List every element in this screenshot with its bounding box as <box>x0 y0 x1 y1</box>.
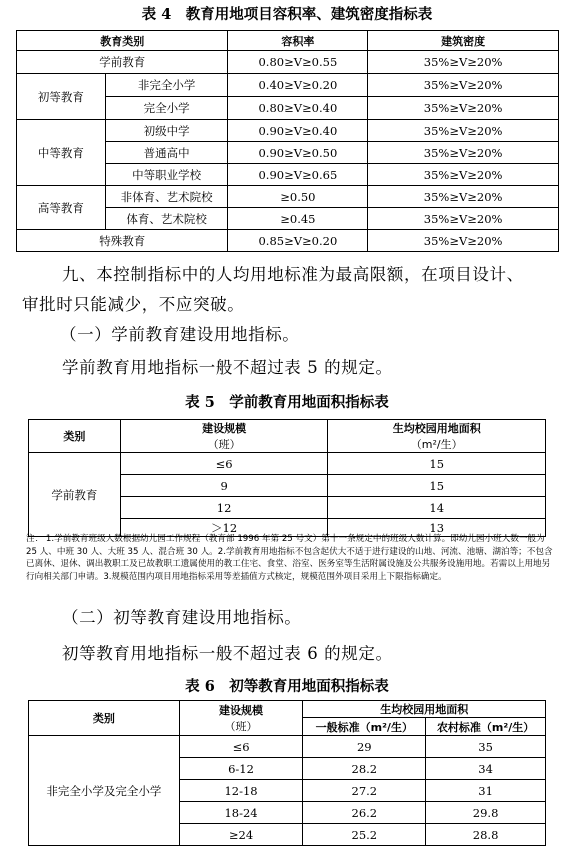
table6-caption: 表 6 初等教育用地面积指标表 <box>185 678 389 695</box>
table-cell: 28.2 <box>303 758 426 780</box>
table-cell: 初级中学 <box>105 120 228 142</box>
table-cell: 35%≥V≥20% <box>368 208 559 230</box>
table-cell: 35%≥V≥20% <box>368 186 559 208</box>
table-cell: 34 <box>426 758 546 780</box>
table-cell: 0.90≥V≥0.65 <box>228 164 368 186</box>
header-line: 建设规模 <box>202 422 247 435</box>
header-line: （m²/生） <box>410 438 463 451</box>
table-cell: ≥0.50 <box>228 186 368 208</box>
table-cell: 27.2 <box>303 780 426 802</box>
table6-header-row <box>29 701 546 718</box>
table-cell: 13 <box>328 519 546 537</box>
table-cell: 0.80≥V≥0.40 <box>228 97 368 120</box>
table-cell: 非完全小学 <box>105 74 228 97</box>
table5-caption: 表 5 学前教育用地面积指标表 <box>185 394 389 411</box>
table-cell: 15 <box>328 453 546 475</box>
table6-header-area: 生均校园用地面积 <box>303 701 546 718</box>
table-cell: 完全小学 <box>105 97 228 120</box>
table-cell: 0.90≥V≥0.50 <box>228 142 368 164</box>
table4-header-row <box>17 31 559 51</box>
paragraph-line: 学前教育用地指标一般不超过表 5 的规定。 <box>62 358 393 377</box>
table-cell: 6-12 <box>179 758 303 780</box>
table-cell: 9 <box>120 475 328 497</box>
table-cell: 0.80≥V≥0.55 <box>228 51 368 74</box>
table-cell: 中等职业学校 <box>105 164 228 186</box>
table6-header-rural: 农村标准（m²/生） <box>426 718 546 736</box>
table-cell: ≤6 <box>179 736 303 758</box>
table-cell: ≥24 <box>179 824 303 846</box>
table-cell: 35%≥V≥20% <box>368 164 559 186</box>
table-cell: 35%≥V≥20% <box>368 97 559 120</box>
table-cell: 35%≥V≥20% <box>368 120 559 142</box>
table6 <box>28 700 546 846</box>
table-cell: 25.2 <box>303 824 426 846</box>
table-row <box>17 230 559 252</box>
table-cell: 12 <box>120 497 328 519</box>
table-cell: 特殊教育 <box>17 230 228 252</box>
table-cell: 35%≥V≥20% <box>368 51 559 74</box>
table-cell: 初等教育 <box>17 74 106 120</box>
table-cell: 29.8 <box>426 802 546 824</box>
table-cell: 体育、艺术院校 <box>105 208 228 230</box>
table-row <box>17 51 559 74</box>
table5-header-area <box>328 420 546 453</box>
table-cell: 15 <box>328 475 546 497</box>
table-cell: 学前教育 <box>17 51 228 74</box>
table-cell: 35%≥V≥20% <box>368 230 559 252</box>
paragraph-line: 审批时只能减少，不应突破。 <box>22 295 245 314</box>
table-row <box>17 74 559 97</box>
table-cell: 12-18 <box>179 780 303 802</box>
table-cell: 14 <box>328 497 546 519</box>
paragraph-line: 初等教育用地指标一般不超过表 6 的规定。 <box>62 644 393 663</box>
table4-header-far: 容积率 <box>228 31 368 51</box>
header-line: 生均校园用地面积 <box>392 422 481 435</box>
table-row <box>29 736 546 758</box>
table6-header-scale <box>179 701 303 736</box>
table6-header-general: 一般标准（m²/生） <box>303 718 426 736</box>
table-cell: 0.85≥V≥0.20 <box>228 230 368 252</box>
table4-header-category: 教育类别 <box>17 31 228 51</box>
table4-caption: 表 4 教育用地项目容积率、建筑密度指标表 <box>141 6 433 23</box>
table-cell: ≥0.45 <box>228 208 368 230</box>
section-heading: （二）初等教育建设用地指标。 <box>62 608 302 627</box>
table-cell: 35%≥V≥20% <box>368 74 559 97</box>
table-cell: ＞12 <box>120 519 328 537</box>
table5-header-scale <box>120 420 328 453</box>
paragraph-line: 九、本控制指标中的人均用地标准为最高限额，在项目设计、 <box>62 265 524 284</box>
table-cell: 35%≥V≥20% <box>368 142 559 164</box>
table-cell: 0.90≥V≥0.40 <box>228 120 368 142</box>
table-cell: 18-24 <box>179 802 303 824</box>
table4-header-density: 建筑密度 <box>368 31 559 51</box>
table-cell: 0.40≥V≥0.20 <box>228 74 368 97</box>
table-cell: 26.2 <box>303 802 426 824</box>
table5-header-row <box>29 420 546 453</box>
table-cell: ≤6 <box>120 453 328 475</box>
table-cell: 29 <box>303 736 426 758</box>
section-heading: （一）学前教育建设用地指标。 <box>60 325 300 344</box>
header-line: （班） <box>224 720 258 733</box>
table4 <box>16 30 559 252</box>
table-cell: 28.8 <box>426 824 546 846</box>
table-cell: 非体育、艺术院校 <box>105 186 228 208</box>
table-cell: 普通高中 <box>105 142 228 164</box>
table-cell: 非完全小学及完全小学 <box>29 736 180 846</box>
table-cell: 35 <box>426 736 546 758</box>
table5-note: 注： 1.学前教育班级人数根据幼儿园工作规程（教育部 1996 年第 25 号文）第十一条规定中的班级人数计算。即幼儿园小班人数一般为 25 人、中班 30 人、大班 35 人、混合班 30 人。2.学前教育用地指标不包含起伏大不适于进行建设的山地、河流、池塘、湖泊等；不包含已离休、退休、调出教职工及已故教职工遗属使用的教工住宅、食堂、浴室、医务室等生活附属设施及公共服务设施用地。若需以上用地另行向相关部门申请。3.规模范围内项目用地指标采用等差插值方式核定，规模范围外项目采用上下限指标确定。 <box>26 534 553 582</box>
table-row <box>17 186 559 208</box>
table-row <box>29 453 546 475</box>
table-cell: 中等教育 <box>17 120 106 186</box>
table-cell: 高等教育 <box>17 186 106 230</box>
table-cell: 31 <box>426 780 546 802</box>
table5 <box>28 419 546 537</box>
table6-header-category: 类别 <box>29 701 180 736</box>
table-row <box>17 120 559 142</box>
header-line: （班） <box>207 438 241 451</box>
table-cell: 学前教育 <box>29 453 121 537</box>
header-line: 建设规模 <box>219 704 264 717</box>
table5-header-category: 类别 <box>29 420 121 453</box>
